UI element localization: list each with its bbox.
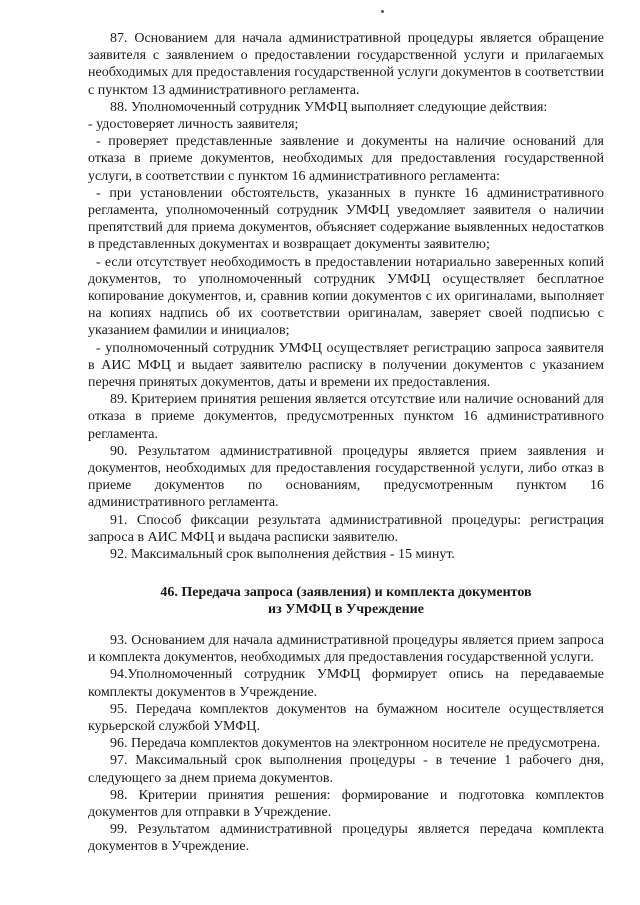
paragraph-87: 87. Основанием для начала административной процедуры является обращение заявителя с заявлением о предоставлении государственной услуги и прилагаемых необходимых для предоставления государственной услуги документов в соответствии с пунктом 13 административного регламента. <box>88 31 604 98</box>
paragraph-93: 93. Основанием для начала административной процедуры является прием запроса и комплекта документов, необходимых для предоставления государственной услуги. <box>88 633 604 666</box>
paragraph-88-item-identity: - удостоверяет личность заявителя; <box>88 117 299 133</box>
paragraph-90: 90. Результатом административной процедуры является прием заявления и документов, необходимых для предоставления государственной услуги, либо отказ в приеме документов по основаниям, предусмотренным пунктом 16 административного регламента. <box>88 443 604 511</box>
paragraph-88-item-registration: - уполномоченный сотрудник УМФЦ осуществляет регистрацию запроса заявителя в АИС МФЦ и выдает заявителю расписку в получении документов с указанием перечня принятых документов, даты и времени их предоставления. <box>88 340 604 391</box>
paragraph-88-item-copying: - если отсутствует необходимость в предоставлении нотариально заверенных копий документов, то уполномоченный сотрудник УМФЦ осуществляет бесплатное копирование документов, и, сравнив копии документов с их оригиналами, выполняет на копиях надпись об их соответствии оригиналам, заверяет своей подписью с указанием фамилии и инициалов; <box>88 254 604 339</box>
paragraph-95: 95. Передача комплектов документов на бумажном носителе осуществляется курьерской службой УМФЦ. <box>88 701 604 735</box>
paragraph-91: 91. Способ фиксации результата административной процедуры: регистрация запроса в АИС МФЦ и выдача расписки заявителю. <box>88 512 604 545</box>
procedure-45-body <box>88 30 604 563</box>
section-46-heading-line-2: из УМФЦ в Учреждение <box>268 602 424 617</box>
paragraph-88-item-refusal: - при установлении обстоятельств, указанных в пункте 16 административного регламента, уполномоченный сотрудник УМФЦ уведомляет заявителя о наличии препятствий для приема документов, объясняет содержание выявленных недостатков в представленных документах и возвращает документы заявителю; <box>88 185 604 253</box>
procedure-46-body <box>88 632 604 856</box>
paragraph-92: 92. Максимальный срок выполнения действия - 15 минут. <box>110 547 455 563</box>
scan-dot <box>381 10 384 13</box>
paragraph-98: 98. Критерии принятия решения: формирование и подготовка комплектов документов для отправки в Учреждение. <box>88 787 604 821</box>
section-46-heading <box>88 584 604 618</box>
paragraph-94: 94.Уполномоченный сотрудник УМФЦ формирует опись на передаваемые комплекты документов в Учреждение. <box>88 667 604 700</box>
paragraph-88-item-check: - проверяет представленные заявление и документы на наличие оснований для отказа в приеме документов, необходимых для предоставления государственной услуги, в соответствии с пунктом 16 административного регламента: <box>88 134 604 184</box>
paragraph-88: 88. Уполномоченный сотрудник УМФЦ выполняет следующие действия: <box>110 99 548 115</box>
paragraph-99: 99. Результатом административной процедуры является передача комплекта документов в Учреждение. <box>88 822 604 855</box>
paragraph-97: 97. Максимальный срок выполнения процедуры - в течение 1 рабочего дня, следующего за днем приема документов. <box>88 753 604 786</box>
section-46-heading-line-1: 46. Передача запроса (заявления) и комплекта документов <box>160 585 532 600</box>
paragraph-96: 96. Передача комплектов документов на электронном носителе не предусмотрена. <box>110 736 601 752</box>
paragraph-89: 89. Критерием принятия решения является отсутствие или наличие оснований для отказа в приеме документов, предусмотренных пунктом 16 административного регламента. <box>88 392 604 442</box>
